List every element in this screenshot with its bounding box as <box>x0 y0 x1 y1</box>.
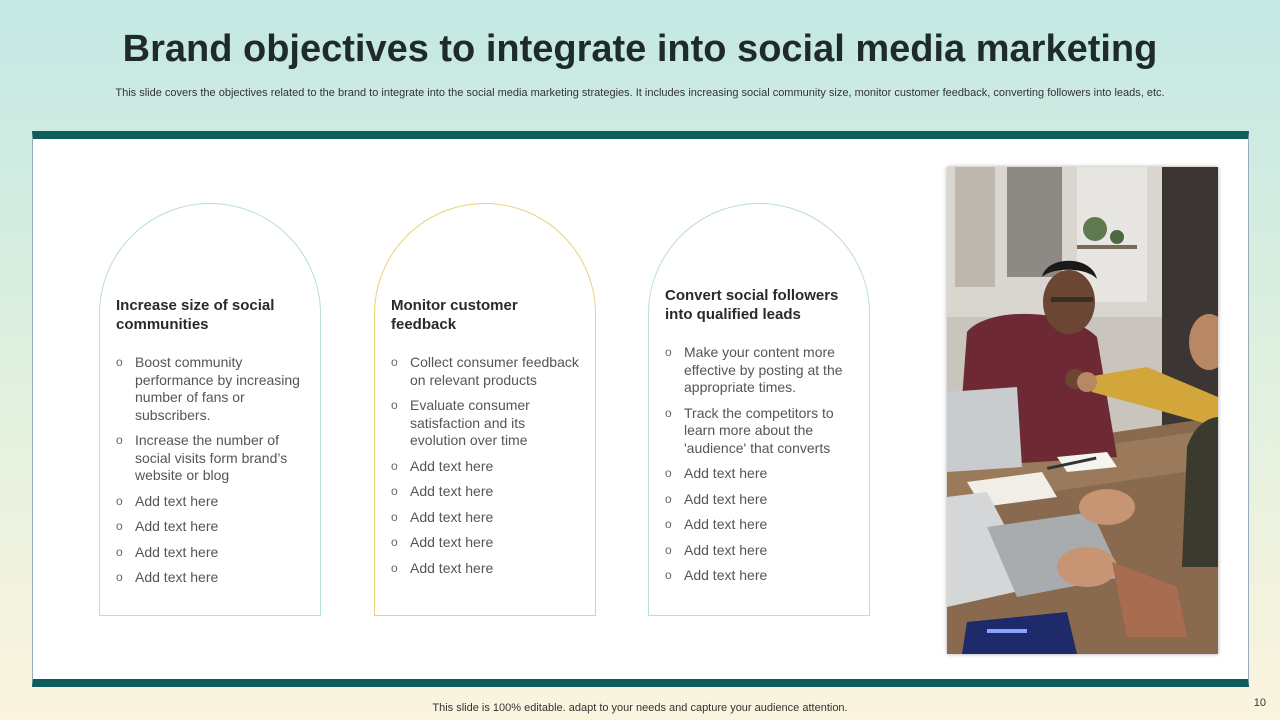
bullet-icon: o <box>391 535 398 549</box>
page-number: 10 <box>1253 697 1266 709</box>
bullet-icon: o <box>665 517 672 531</box>
objective-heading: Convert social followers into qualified leads <box>665 287 839 323</box>
bullet-icon: o <box>665 405 672 420</box>
list-item-text: Add text here <box>135 569 219 585</box>
list-item-text: Add text here <box>684 567 768 583</box>
bullet-icon: o <box>391 560 398 575</box>
bullet-icon: o <box>116 544 123 559</box>
objective-card-community <box>99 203 321 616</box>
list-item-text: Add text here <box>135 518 219 534</box>
list-item <box>116 518 306 536</box>
objective-heading: Increase size of social communities <box>116 297 275 333</box>
bullet-icon: o <box>665 542 672 557</box>
bullet-icon: o <box>391 509 398 524</box>
list-item-text: Add text here <box>410 457 494 474</box>
list-item <box>665 542 855 560</box>
list-item <box>116 354 306 424</box>
bullet-icon: o <box>665 491 672 506</box>
list-item <box>391 354 581 389</box>
list-item <box>391 458 581 476</box>
list-item-text: Add text here <box>684 490 768 507</box>
list-item <box>391 397 581 450</box>
list-item <box>116 544 306 562</box>
list-item-text: Add text here <box>410 534 494 550</box>
list-item <box>391 534 581 552</box>
slide-subtitle: This slide covers the objectives related to the brand to integrate into the social media marketing strategies. It includes increasing social community size, monitor customer feedback, converting followers into leads, etc. <box>115 87 1165 99</box>
bullet-icon: o <box>391 355 398 369</box>
list-item-text: Increase the number of social visits form brand’s website or blog <box>135 432 288 483</box>
list-item-text: Make your content more effective by posting at the appropriate times. <box>684 344 843 395</box>
objective-list <box>116 354 306 587</box>
objective-card-feedback <box>374 203 596 616</box>
slide-footer: This slide is 100% editable. adapt to your needs and capture your audience attention. <box>432 702 848 714</box>
list-item-text: Add text here <box>684 465 768 481</box>
list-item-text: Evaluate consumer satisfaction and its evolution over time <box>410 397 530 448</box>
list-item <box>116 432 306 485</box>
list-item-text: Add text here <box>684 516 768 532</box>
bullet-icon: o <box>116 433 123 447</box>
list-item <box>665 405 855 458</box>
list-item-text: Collect consumer feedback on relevant products <box>410 354 579 388</box>
bullet-icon: o <box>116 519 123 533</box>
list-item-text: Track the competitors to learn more about the 'audience' that converts <box>684 404 834 456</box>
list-item <box>665 491 855 509</box>
bullet-icon: o <box>665 345 672 359</box>
bullet-icon: o <box>665 466 672 480</box>
bullet-icon: o <box>391 398 398 412</box>
list-item <box>665 567 855 585</box>
list-item-text: Boost community performance by increasing number of fans or subscribers. <box>135 354 300 423</box>
list-item <box>391 509 581 527</box>
list-item-text: Add text here <box>410 483 494 499</box>
photo-illustration <box>947 167 1218 654</box>
bullet-icon: o <box>391 484 398 498</box>
objective-heading: Monitor customer feedback <box>391 297 518 333</box>
list-item <box>665 465 855 483</box>
list-item-text: Add text here <box>135 492 219 509</box>
list-item <box>116 493 306 511</box>
list-item <box>391 560 581 578</box>
list-item <box>391 483 581 501</box>
list-item-text: Add text here <box>410 508 494 525</box>
team-meeting-photo <box>947 167 1218 654</box>
objective-card-leads <box>648 203 870 616</box>
bullet-icon: o <box>116 493 123 508</box>
bullet-icon: o <box>116 570 123 584</box>
bullet-icon: o <box>116 355 123 369</box>
slide-title: Brand objectives to integrate into social media marketing <box>122 28 1158 70</box>
list-item-text: Add text here <box>135 543 219 560</box>
bullet-icon: o <box>391 458 398 473</box>
list-item-text: Add text here <box>410 559 494 576</box>
list-item <box>665 516 855 534</box>
list-item <box>116 569 306 587</box>
objective-list <box>391 354 581 577</box>
list-item-text: Add text here <box>684 541 768 558</box>
list-item <box>665 344 855 397</box>
objective-list <box>665 344 855 585</box>
bullet-icon: o <box>665 568 672 582</box>
